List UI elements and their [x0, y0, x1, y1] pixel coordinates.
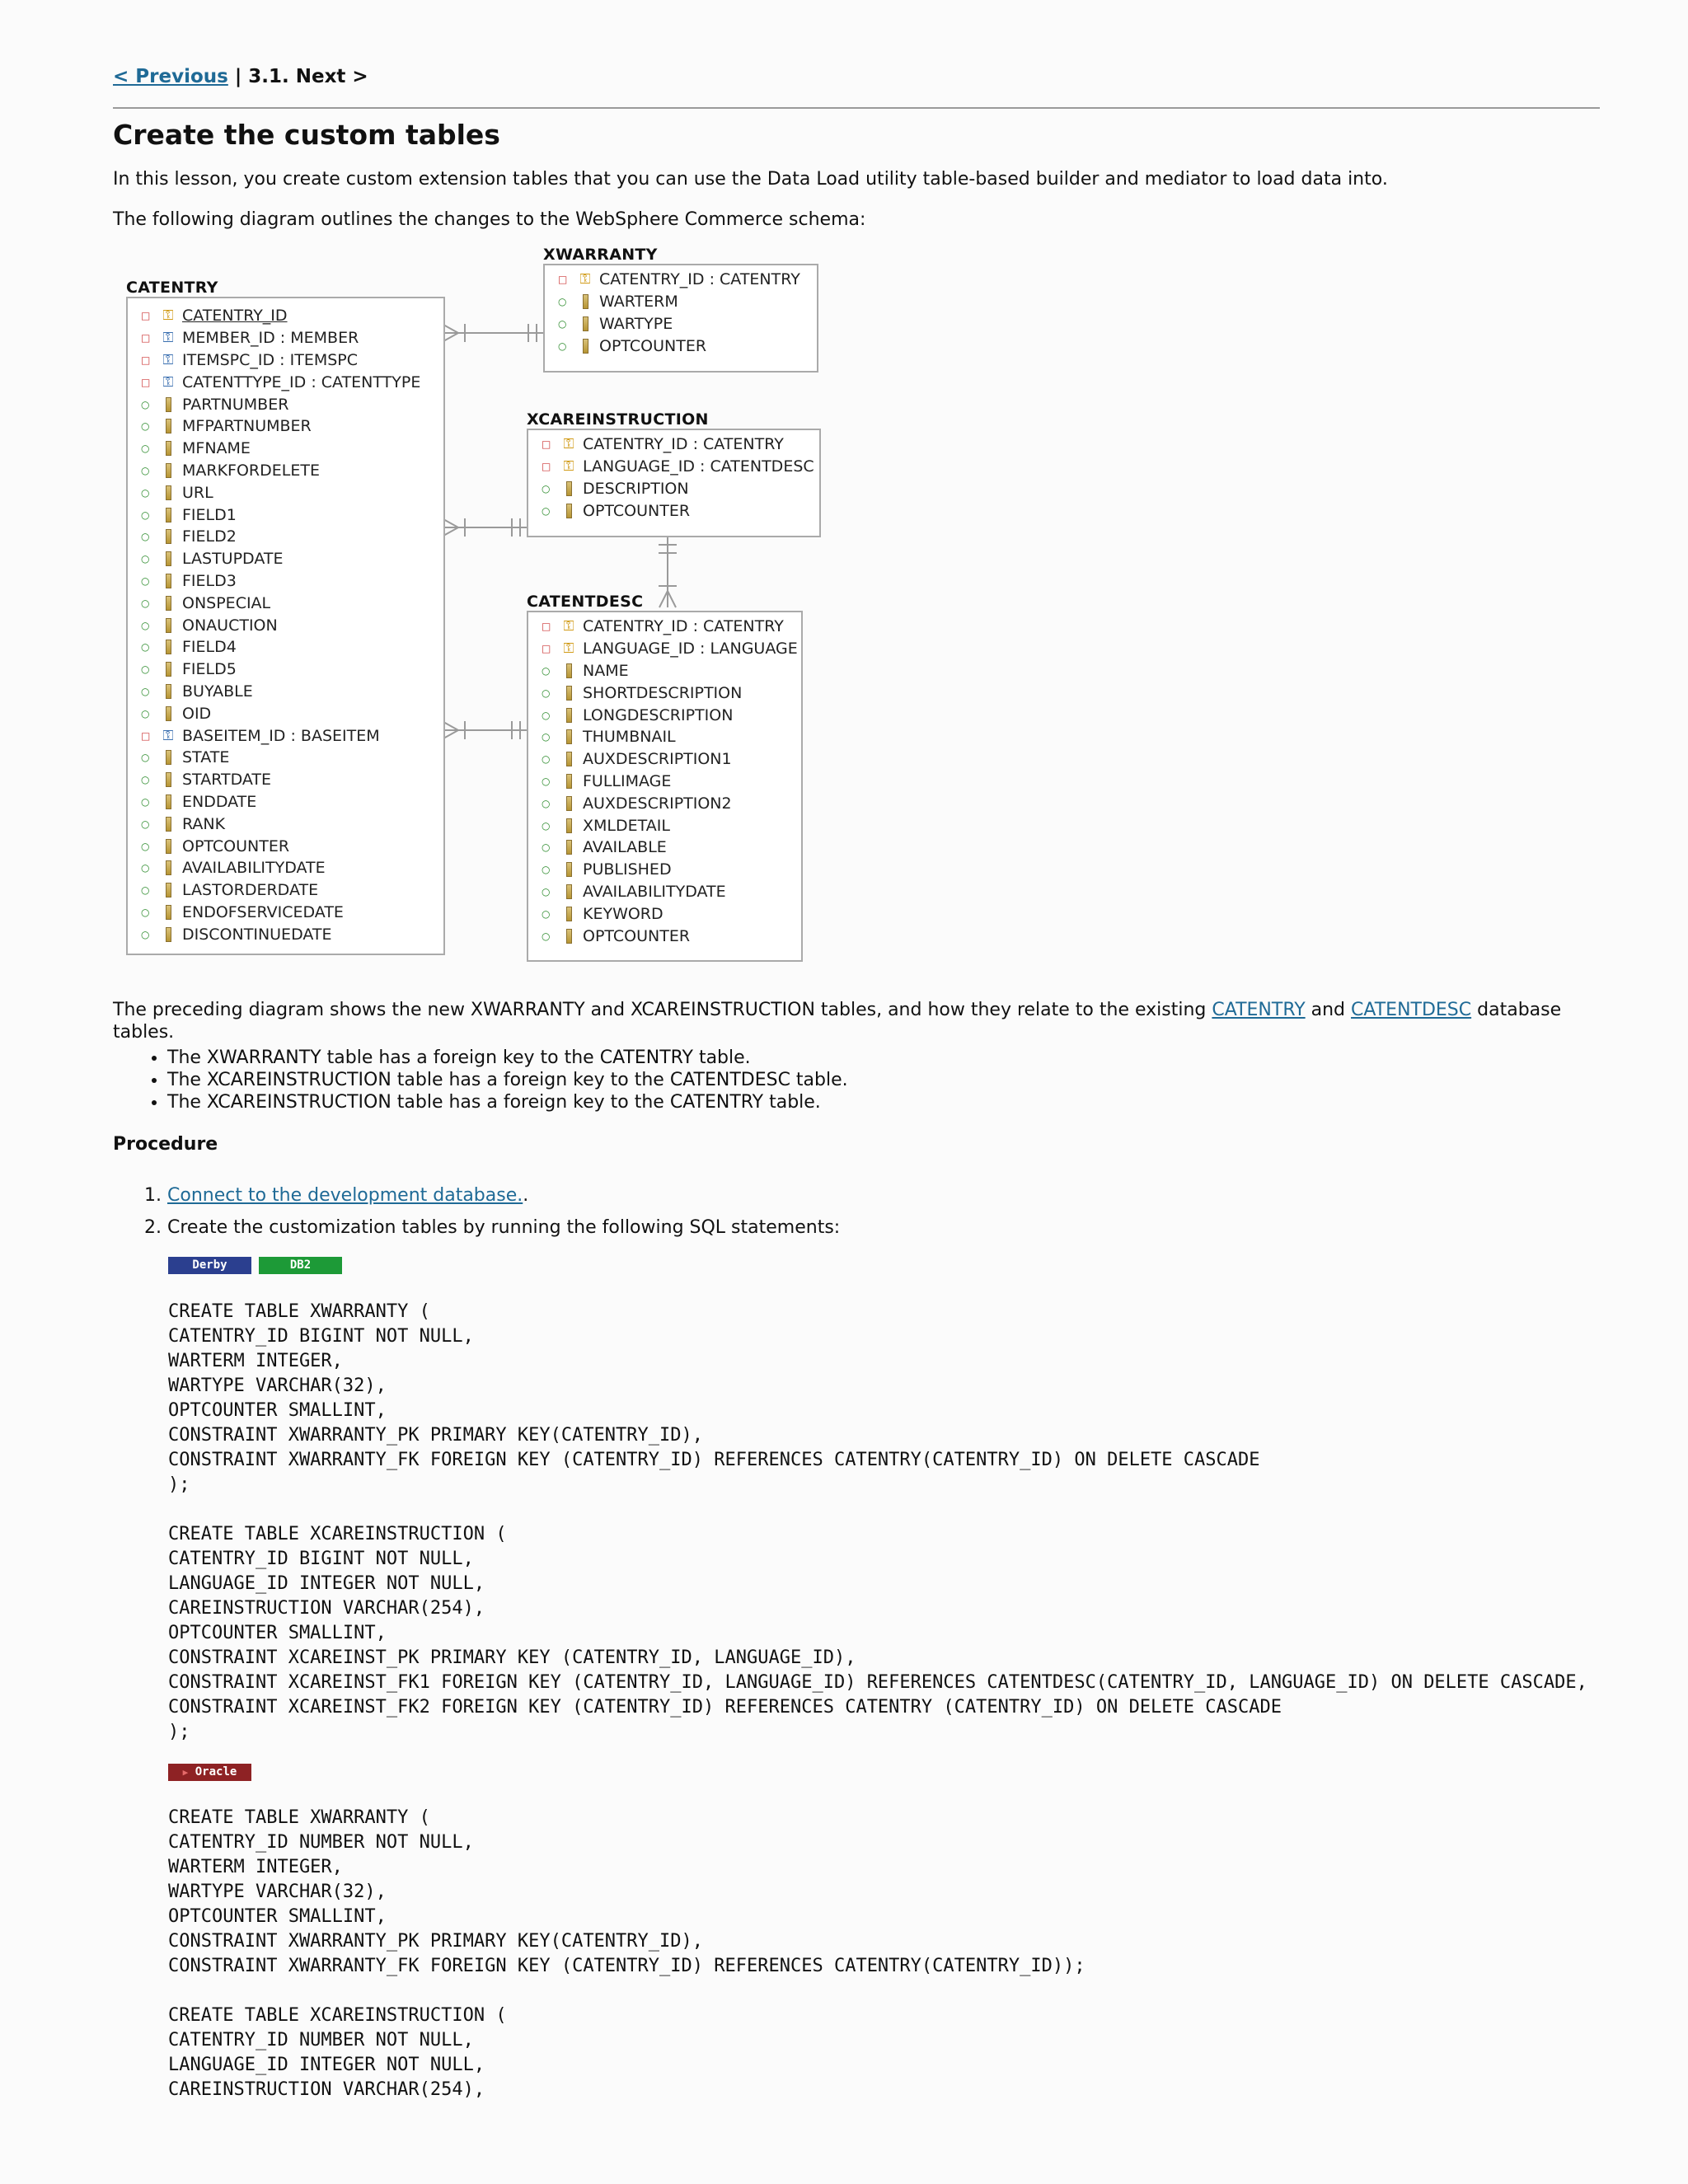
nullable-marker-icon: ○: [542, 482, 551, 494]
column-name: FIELD2: [182, 527, 237, 546]
sql-code-oracle: CREATE TABLE XWARRANTY ( CATENTRY_ID NUMBER NOT NULL, WARTERM INTEGER, WARTYPE VARCHAR(32), OPTCOUNTER SMALLINT, CONSTRAINT XWARRANTY_PK PRIMARY KEY(CATENTRY_ID), CONSTRAINT XWARRANTY_FK FOREIGN KEY (CATENTRY_ID) REFERENCES CATENTRY(CATENTRY_ID)); CREATE TABLE XCAREINSTRUCTION ( CATENTRY_ID NUMBER NOT NULL, LANGUAGE_ID INTEGER NOT NULL, CAREINSTRUCTION VARCHAR(254),: [168, 1807, 1085, 2100]
foreign-key-icon: ⚿: [162, 330, 174, 347]
column-row: [528, 456, 819, 478]
nullable-marker-icon: ○: [542, 864, 551, 876]
column-row: [128, 504, 443, 526]
oracle-badge-label: Oracle: [195, 1765, 237, 1779]
column-row: [528, 499, 819, 522]
column-name: OPTCOUNTER: [182, 837, 290, 855]
derby-badge: Derby: [168, 1257, 251, 1274]
column-icon: [558, 708, 579, 723]
relationship-list: [143, 1047, 848, 1113]
list-item: • The XCAREINSTRUCTION table has a foreign key to the CATENTRY table.: [167, 1091, 848, 1113]
column-icon: [157, 839, 179, 854]
nullable-marker-icon: ○: [141, 928, 150, 940]
column-row: [528, 682, 801, 704]
step-1-period: .: [523, 1185, 529, 1206]
column-name: OID: [182, 704, 212, 723]
nullable-marker-icon: ○: [141, 752, 150, 764]
column-icon: [558, 840, 579, 855]
column-row: [128, 415, 443, 438]
column-row: [128, 681, 443, 703]
nullable-marker-icon: ○: [141, 619, 150, 631]
nullable-marker-icon: ○: [542, 753, 551, 766]
column-row: [128, 636, 443, 658]
description-text: The preceding diagram shows the new XWARRANTY and XCAREINSTRUCTION tables, and how they relate to the existing: [113, 1000, 1212, 1020]
nullable-marker-icon: ○: [542, 841, 551, 854]
nullable-marker-icon: ○: [542, 687, 551, 699]
page-title: Create the custom tables: [113, 119, 500, 151]
nullable-marker-icon: ○: [141, 818, 150, 830]
column-row: [128, 724, 443, 747]
column-row: [128, 857, 443, 879]
column-icon: [558, 752, 579, 766]
column-icon: [157, 927, 179, 942]
nullable-marker-icon: ○: [141, 398, 150, 410]
nullable-marker-icon: ○: [141, 531, 150, 543]
nullable-marker-icon: ○: [558, 317, 567, 330]
nullable-marker-icon: ○: [542, 819, 551, 832]
column-list: [128, 305, 443, 945]
column-name: AUXDESCRIPTION2: [583, 794, 732, 813]
column-row: [128, 327, 443, 349]
column-icon: [157, 750, 179, 765]
column-name: DESCRIPTION: [583, 479, 689, 498]
nullable-marker-icon: ○: [141, 663, 150, 676]
column-name: FIELD3: [182, 571, 237, 590]
column-row: [128, 481, 443, 504]
column-icon: [157, 618, 179, 633]
column-row: [128, 371, 443, 393]
column-icon: [157, 905, 179, 920]
column-icon: [157, 485, 179, 500]
catentdesc-link[interactable]: CATENTDESC: [1351, 1000, 1472, 1020]
step-2: 2. Create the customization tables by running the following SQL statements:: [167, 1216, 840, 1239]
column-row: [128, 460, 443, 482]
sql-code-db2: CREATE TABLE XWARRANTY ( CATENTRY_ID BIGINT NOT NULL, WARTERM INTEGER, WARTYPE VARCHAR(32), OPTCOUNTER SMALLINT, CONSTRAINT XWARRANTY_PK PRIMARY KEY(CATENTRY_ID), CONSTRAINT XWARRANTY_FK FOREIGN KEY (CATENTRY_ID) REFERENCES CATENTRY(CATENTRY_ID) ON DELETE CASCADE ); CREATE TABLE XCAREINSTRUCTION ( CATENTRY_ID BIGINT NOT NULL, LANGUAGE_ID INTEGER NOT NULL, CAREINSTRUCTION VARCHAR(254), OPTCOUNTER SMALLINT, CONSTRAINT XCAREINST_PK PRIMARY KEY (CATENTRY_ID, LANGUAGE_ID), CONSTRAINT XCAREINST_FK1 FOREIGN KEY (CATENTRY_ID, LANGUAGE_ID) REFERENCES CATENTDESC(CATENTRY_ID, LANGUAGE_ID) ON DELETE CASCADE, CONSTRAINT XCAREINST_FK2 FOREIGN KEY (CATENTRY_ID) REFERENCES CATENTRY (CATENTRY_ID) ON DELETE CASCADE );: [168, 1301, 1587, 1742]
nullable-marker-icon: ○: [141, 795, 150, 808]
column-icon: [574, 316, 596, 331]
nullable-marker-icon: ○: [542, 731, 551, 743]
column-row: [528, 902, 801, 925]
nullable-marker-icon: ○: [141, 553, 150, 565]
column-name: MFNAME: [182, 439, 251, 458]
nullable-marker-icon: ○: [558, 340, 567, 352]
column-icon: [157, 463, 179, 478]
nullable-marker-icon: ○: [542, 664, 551, 677]
column-icon: [157, 706, 179, 721]
column-name: AVAILABILITYDATE: [182, 859, 326, 878]
nullable-marker-icon: ○: [141, 774, 150, 786]
column-row: [528, 881, 801, 903]
column-icon: [558, 686, 579, 701]
nullable-marker-icon: ○: [542, 797, 551, 809]
previous-link[interactable]: < Previous: [113, 66, 228, 87]
column-name: FULLIMAGE: [583, 771, 672, 790]
column-row: [528, 925, 801, 947]
description-text-and: and: [1305, 1000, 1352, 1020]
column-icon: [558, 818, 579, 833]
column-name: CATENTRY_ID : CATENTRY: [583, 435, 784, 454]
table-xwarranty: [543, 246, 818, 373]
column-row: [128, 305, 443, 327]
column-name: CATENTRY_ID : CATENTRY: [599, 270, 800, 289]
column-name: KEYWORD: [583, 904, 663, 923]
column-row: [128, 747, 443, 769]
key-marker-icon: □: [141, 332, 151, 344]
play-icon: ▶: [182, 1767, 189, 1778]
table-catentry: [126, 279, 445, 955]
column-row: [528, 771, 801, 793]
column-icon: [157, 574, 179, 588]
primary-key-icon: ⚿: [579, 271, 591, 288]
column-name: FIELD1: [182, 505, 237, 524]
column-row: [128, 570, 443, 593]
nullable-marker-icon: ○: [141, 862, 150, 874]
column-icon: [574, 294, 596, 309]
column-icon: [157, 684, 179, 699]
column-icon: [157, 419, 179, 434]
column-name: CATENTRY_ID: [182, 307, 288, 326]
nullable-marker-icon: ○: [542, 775, 551, 787]
column-name: AVAILABILITYDATE: [583, 882, 726, 901]
table-name: XWARRANTY: [543, 246, 658, 264]
column-row: [128, 592, 443, 614]
key-marker-icon: □: [542, 438, 551, 451]
column-row: [545, 335, 817, 357]
column-name: FIELD4: [182, 638, 237, 657]
column-name: PUBLISHED: [583, 860, 672, 879]
table-name: CATENTDESC: [527, 593, 644, 611]
column-row: [528, 814, 801, 837]
nullable-marker-icon: ○: [141, 574, 150, 587]
column-row: [128, 349, 443, 372]
column-row: [128, 658, 443, 681]
column-name: AVAILABLE: [583, 838, 667, 857]
diagram-intro-paragraph: The following diagram outlines the changes to the WebSphere Commerce schema:: [113, 209, 866, 230]
foreign-key-icon: ⚿: [162, 727, 174, 744]
column-row: [128, 526, 443, 548]
column-name: STATE: [182, 748, 230, 767]
column-name: ENDOFSERVICEDATE: [182, 902, 344, 921]
column-icon: [157, 441, 179, 456]
table-name: XCAREINSTRUCTION: [527, 410, 709, 429]
key-marker-icon: □: [141, 310, 151, 322]
column-row: [528, 726, 801, 748]
table-catentdesc: [527, 593, 803, 962]
column-icon: [157, 860, 179, 875]
column-icon: [157, 817, 179, 832]
column-row: [128, 879, 443, 902]
key-marker-icon: □: [542, 621, 551, 633]
column-name: RANK: [182, 814, 226, 833]
table-name: CATENTRY: [126, 279, 218, 297]
column-name: LASTORDERDATE: [182, 881, 319, 900]
column-name: BASEITEM_ID : BASEITEM: [182, 726, 380, 745]
column-row: [545, 313, 817, 335]
column-row: [128, 548, 443, 570]
column-name: URL: [182, 483, 213, 502]
column-icon: [157, 772, 179, 787]
column-icon: [558, 796, 579, 811]
column-row: [128, 835, 443, 857]
nullable-marker-icon: ○: [542, 504, 551, 517]
column-name: DISCONTINUEDATE: [182, 925, 332, 944]
nullable-marker-icon: ○: [141, 420, 150, 433]
column-row: [528, 478, 819, 500]
column-icon: [558, 729, 579, 744]
column-name: ENDDATE: [182, 792, 257, 811]
column-name: ITEMSPC_ID : ITEMSPC: [182, 350, 358, 369]
header-divider: [113, 107, 1600, 109]
connect-database-link[interactable]: Connect to the development database.: [167, 1185, 523, 1206]
column-row: [128, 902, 443, 924]
key-marker-icon: □: [542, 461, 551, 473]
primary-key-icon: ⚿: [563, 640, 574, 658]
column-row: [128, 614, 443, 636]
column-row: [128, 769, 443, 791]
db2-badge: DB2: [259, 1257, 342, 1274]
column-name: MARKFORDELETE: [182, 461, 320, 480]
nullable-marker-icon: ○: [141, 464, 150, 476]
nullable-marker-icon: ○: [558, 296, 567, 308]
column-name: MEMBER_ID : MEMBER: [182, 329, 359, 348]
key-marker-icon: □: [558, 274, 568, 286]
column-icon: [558, 481, 579, 496]
description-text-end: database tables.: [113, 1000, 1562, 1043]
list-item: • The XCAREINSTRUCTION table has a foreign key to the CATENTDESC table.: [167, 1069, 848, 1091]
primary-key-icon: ⚿: [162, 307, 174, 325]
nullable-marker-icon: ○: [542, 885, 551, 898]
column-name: LANGUAGE_ID : CATENTDESC: [583, 457, 814, 476]
foreign-key-icon: ⚿: [162, 351, 174, 368]
column-row: [528, 792, 801, 814]
column-row: [528, 837, 801, 859]
nullable-marker-icon: ○: [542, 907, 551, 920]
column-icon: [157, 508, 179, 523]
next-link[interactable]: 3.1. Next >: [248, 66, 368, 87]
column-row: [128, 923, 443, 945]
column-name: THUMBNAIL: [583, 728, 676, 747]
nullable-marker-icon: ○: [141, 707, 150, 719]
schema-diagram: [124, 246, 825, 967]
table-xcareinstruction: [527, 410, 821, 537]
column-icon: [157, 551, 179, 566]
nullable-marker-icon: ○: [141, 685, 150, 697]
foreign-key-icon: ⚿: [162, 373, 174, 391]
column-row: [528, 859, 801, 881]
list-item: • The XWARRANTY table has a foreign key to the CATENTRY table.: [167, 1047, 848, 1069]
column-name: LANGUAGE_ID : LANGUAGE: [583, 640, 798, 658]
nullable-marker-icon: ○: [141, 840, 150, 852]
column-name: OPTCOUNTER: [599, 336, 707, 355]
column-name: STARTDATE: [182, 771, 272, 790]
column-name: AUXDESCRIPTION1: [583, 750, 732, 769]
column-row: [545, 291, 817, 313]
column-icon: [157, 883, 179, 898]
column-row: [128, 813, 443, 835]
column-name: ONSPECIAL: [182, 593, 271, 612]
column-name: LASTUPDATE: [182, 550, 284, 569]
nullable-marker-icon: ○: [542, 709, 551, 721]
column-icon: [157, 662, 179, 677]
column-row: [128, 438, 443, 460]
column-icon: [558, 929, 579, 944]
nav-separator: |: [227, 66, 249, 87]
nullable-marker-icon: ○: [141, 597, 150, 609]
column-icon: [157, 794, 179, 809]
column-name: OPTCOUNTER: [583, 926, 691, 945]
column-row: [528, 638, 801, 660]
column-name: ONAUCTION: [182, 616, 278, 635]
nullable-marker-icon: ○: [141, 509, 150, 521]
topic-navigation: [113, 66, 368, 87]
column-name: BUYABLE: [182, 682, 253, 701]
step-1: [167, 1184, 840, 1207]
column-name: LONGDESCRIPTION: [583, 705, 734, 724]
column-icon: [558, 884, 579, 899]
column-icon: [157, 596, 179, 611]
column-name: SHORTDESCRIPTION: [583, 683, 743, 702]
nullable-marker-icon: ○: [141, 906, 150, 918]
column-row: [545, 269, 817, 291]
column-name: XMLDETAIL: [583, 816, 670, 835]
column-name: CATENTRY_ID : CATENTRY: [583, 617, 784, 636]
nullable-marker-icon: ○: [542, 930, 551, 942]
column-icon: [157, 529, 179, 544]
column-row: [528, 660, 801, 682]
nullable-marker-icon: ○: [141, 884, 150, 897]
key-marker-icon: □: [141, 376, 151, 388]
procedure-steps: [143, 1184, 840, 1249]
nullable-marker-icon: ○: [141, 641, 150, 654]
column-row: [128, 393, 443, 415]
column-row: [528, 616, 801, 638]
column-list: [528, 616, 801, 947]
nullable-marker-icon: ○: [141, 443, 150, 455]
column-row: [128, 702, 443, 724]
column-icon: [558, 907, 579, 921]
intro-paragraph: In this lesson, you create custom extension tables that you can use the Data Load utility table-based builder and mediator to load data into.: [113, 169, 1388, 190]
column-icon: [574, 339, 596, 354]
primary-key-icon: ⚿: [563, 436, 574, 453]
column-name: WARTYPE: [599, 314, 673, 333]
column-name: WARTERM: [599, 293, 678, 312]
column-list: [528, 434, 819, 522]
procedure-heading: Procedure: [113, 1134, 218, 1155]
diagram-description: [113, 999, 1600, 1043]
key-marker-icon: □: [141, 729, 151, 742]
key-marker-icon: □: [542, 643, 551, 655]
oracle-badge: [168, 1764, 251, 1781]
column-row: [528, 434, 819, 456]
column-icon: [558, 862, 579, 877]
key-marker-icon: □: [141, 354, 151, 366]
column-name: OPTCOUNTER: [583, 501, 691, 520]
catentry-link[interactable]: CATENTRY: [1212, 1000, 1306, 1020]
column-row: [528, 704, 801, 726]
column-name: MFPARTNUMBER: [182, 417, 312, 436]
column-icon: [558, 663, 579, 678]
column-icon: [157, 397, 179, 412]
primary-key-icon: ⚿: [563, 458, 574, 476]
column-icon: [558, 504, 579, 518]
column-row: [528, 748, 801, 771]
column-name: PARTNUMBER: [182, 395, 289, 414]
column-name: NAME: [583, 661, 629, 680]
column-row: [128, 791, 443, 813]
nullable-marker-icon: ○: [141, 486, 150, 499]
column-icon: [558, 774, 579, 789]
column-list: [545, 269, 817, 357]
primary-key-icon: ⚿: [563, 618, 574, 635]
column-name: FIELD5: [182, 660, 237, 679]
column-icon: [157, 640, 179, 654]
column-name: CATENTTYPE_ID : CATENTTYPE: [182, 373, 421, 391]
